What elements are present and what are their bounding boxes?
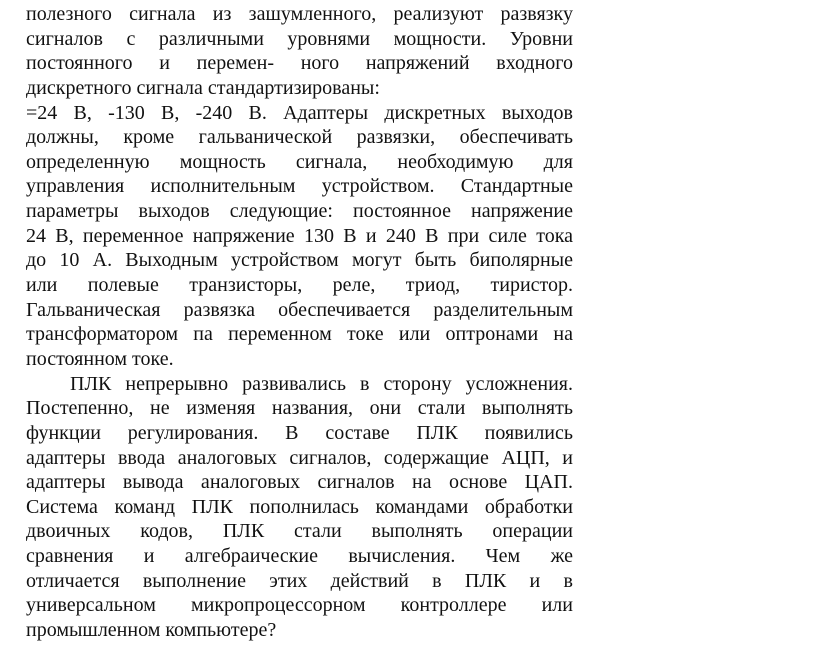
text-line: адаптеры ввода аналоговых сигналов, содержащие АЦП, и — [26, 446, 573, 469]
text-line: двоичных кодов, ПЛК стали выполнять операции — [26, 520, 573, 543]
text-line: постоянного и перемен- ного напряжений входного — [26, 52, 573, 75]
text-line: отличается выполнение этих действий в ПЛК и в — [26, 569, 573, 592]
text-line: до 10 А. Выходным устройством могут быть биполярные — [26, 249, 573, 272]
text-line: адаптеры вывода аналоговых сигналов на основе ЦАП. — [26, 471, 573, 494]
text-line: Система команд ПЛК пополнилась командами обработки — [26, 495, 573, 518]
text-line: параметры выходов следующие: постоянное напряжение — [26, 200, 573, 223]
document-body — [26, 2, 573, 643]
text-line: полезного сигнала из зашумленного, реализуют развязку — [26, 3, 573, 25]
text-line: должны, кроме гальванической развязки, обеспечивать — [26, 126, 573, 149]
text-line: сравнения и алгебраические вычисления. Чем же — [26, 545, 573, 568]
text-line: постоянном токе. — [26, 347, 174, 370]
text-line: или полевые транзисторы, реле, триод, тиристор. — [26, 274, 573, 297]
text-line: трансформатором па переменном токе или оптронами на — [26, 323, 573, 346]
text-line: функции регулирования. В составе ПЛК появились — [26, 421, 573, 444]
document-page — [26, 2, 573, 643]
text-line: универсальном микропроцессорном контроллере или — [26, 594, 573, 617]
text-line: 24 В, переменное напряжение 130 В и 240 В при силе тока — [26, 224, 573, 247]
text-line: =24 В, -130 В, -240 В. Адаптеры дискретных выходов — [26, 101, 573, 124]
text-line: дискретного сигнала стандартизированы: — [26, 76, 380, 99]
text-line: сигналов с различными уровнями мощности. Уровни — [26, 27, 573, 50]
text-line: промышленном компьютере? — [26, 619, 277, 642]
text-line: определенную мощность сигнала, необходимую для — [26, 150, 573, 173]
text-line: Гальваническая развязка обеспечивается разделительным — [26, 298, 573, 321]
text-line: управления исполнительным устройством. Стандартные — [26, 175, 573, 198]
text-line: Постепенно, не изменяя названия, они стали выполнять — [26, 397, 573, 420]
paragraph-first-line: ПЛК непрерывно развивались в сторону усложнения. — [70, 372, 573, 395]
